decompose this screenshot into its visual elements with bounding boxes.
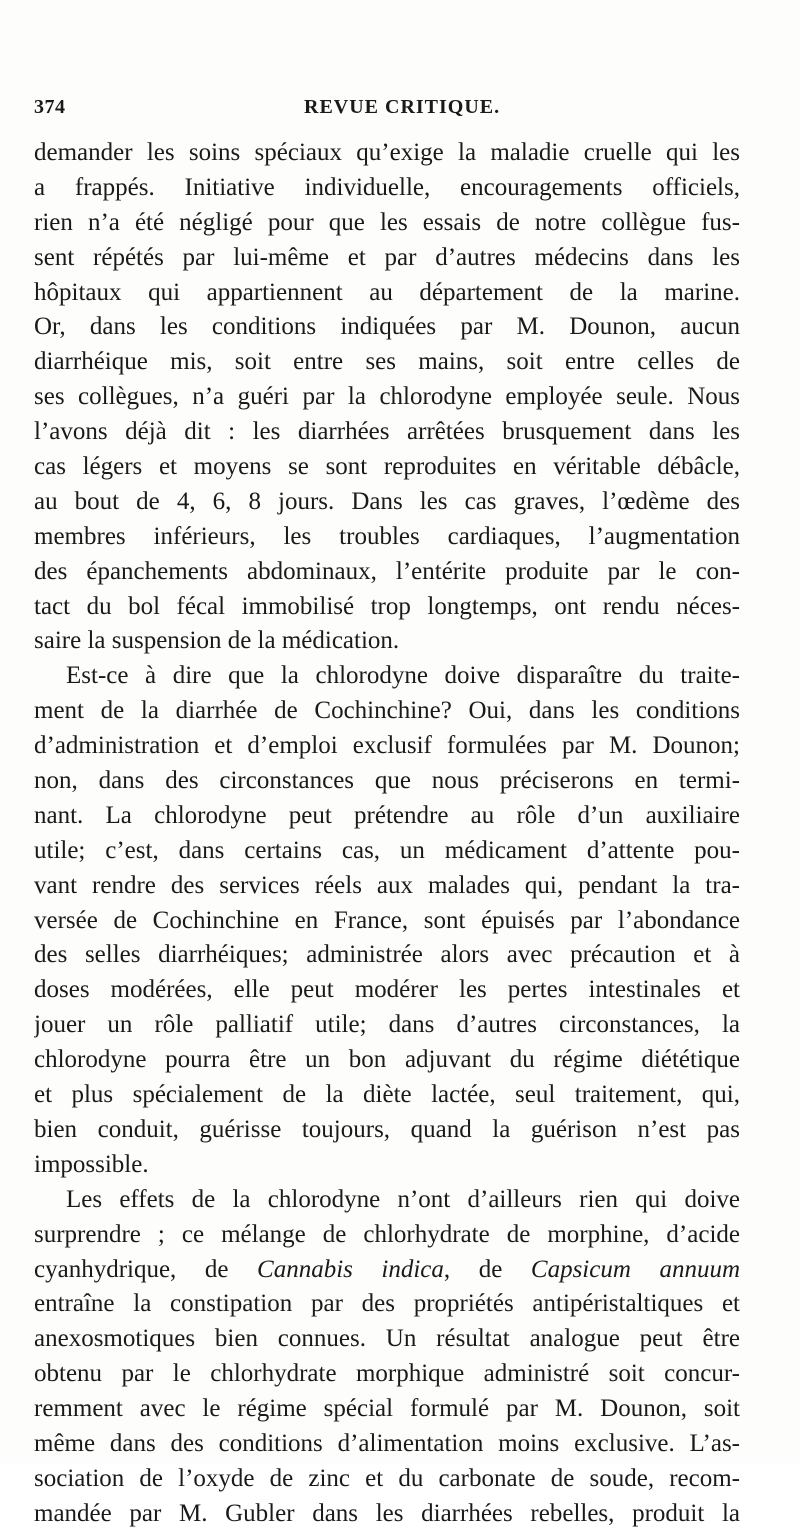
text-line: d’administration et d’emploi exclusif formulées par M. Dounon; (34, 732, 740, 760)
text-line: versée de Cochinchine en France, sont épuisés par l’abondance (34, 906, 740, 934)
text-line: vant rendre des services réels aux malades qui, pendant la tra- (34, 871, 740, 899)
text-line: l’avons déjà dit : les diarrhées arrêtées brusquement dans les (34, 418, 740, 446)
text-line: sociation de l’oxyde de zinc et du carbonate de soude, recom- (34, 1464, 740, 1492)
text-line: même dans des conditions d’alimentation moins exclusive. L’as- (34, 1429, 740, 1457)
paragraph-end-line: impossible. (34, 1150, 149, 1178)
text-line: et plus spécialement de la diète lactée, seul traitement, qui, (34, 1081, 740, 1109)
text-line: ses collègues, n’a guéri par la chlorodyne employée seule. Nous (34, 383, 740, 411)
text-line: doses modérées, elle peut modérer les pertes intestinales et (34, 976, 740, 1004)
page-number: 374 (34, 96, 66, 118)
text-line: au bout de 4, 6, 8 jours. Dans les cas graves, l’œdème des (34, 487, 740, 515)
text-line: tact du bol fécal immobilisé trop longtemps, ont rendu néces- (34, 592, 740, 620)
latin-term: Capsicum annuum (530, 1255, 740, 1283)
text-line: anexosmotiques bien connues. Un résultat analogue peut être (34, 1325, 740, 1353)
text-line: hôpitaux qui appartiennent au département de la marine. (34, 278, 740, 306)
text-line: non, dans des circonstances que nous préciserons en termi- (34, 767, 740, 795)
text-line: sent répétés par lui-même et par d’autres médecins dans les (34, 243, 740, 271)
text-line: Or, dans les conditions indiquées par M. Dounon, aucun (34, 313, 740, 341)
text-line: entraîne la constipation par des propriétés antipéristaltiques et (34, 1290, 740, 1318)
latin-term: Cannabis indica (257, 1255, 444, 1283)
running-title: REVUE CRITIQUE. (304, 96, 501, 118)
text-line-italic: cyanhydrique, de Cannabis indica, de Capsicum annuum (34, 1255, 740, 1283)
text-line: jouer un rôle palliatif utile; dans d’autres circonstances, la (34, 1011, 740, 1039)
text-line: demander les soins spéciaux qu’exige la maladie cruelle qui les (34, 139, 740, 166)
text-line: chlorodyne pourra être un bon adjuvant du régime diététique (34, 1046, 740, 1074)
text-line: cas légers et moyens se sont reproduites en véritable débâcle, (34, 453, 740, 481)
text-line: nant. La chlorodyne peut prétendre au rôle d’un auxiliaire (34, 801, 740, 829)
paragraph-start-line: Est-ce à dire que la chlorodyne doive disparaître du traite- (66, 662, 740, 690)
text-line: surprendre ; ce mélange de chlorhydrate de morphine, d’acide (34, 1220, 740, 1248)
text-line: mandée par M. Gubler dans les diarrhées rebelles, produit la (34, 1499, 740, 1527)
text-line: des épanchements abdominaux, l’entérite produite par le con- (34, 557, 740, 585)
text-line: remment avec le régime spécial formulé par M. Dounon, soit (34, 1395, 740, 1423)
text-line: obtenu par le chlorhydrate morphique administré soit concur- (34, 1360, 740, 1388)
text-line: utile; c’est, dans certains cas, un médicament d’attente pou- (34, 836, 740, 864)
text-line: rien n’a été négligé pour que les essais de notre collègue fus- (34, 208, 740, 236)
text-line: bien conduit, guérisse toujours, quand la guérison n’est pas (34, 1115, 740, 1143)
text-line: membres inférieurs, les troubles cardiaques, l’augmentation (34, 522, 740, 550)
body-text (34, 136, 740, 1532)
text-line: ment de la diarrhée de Cochinchine? Oui, dans les conditions (34, 697, 740, 725)
text-line: diarrhéique mis, soit entre ses mains, soit entre celles de (34, 348, 740, 376)
text-line: a frappés. Initiative individuelle, encouragements officiels, (34, 173, 740, 201)
running-head (34, 96, 740, 126)
paragraph-start-line: Les effets de la chlorodyne n’ont d’ailleurs rien qui doive (66, 1185, 740, 1213)
paragraph-end-line: saire la suspension de la médication. (34, 627, 400, 655)
text-line: des selles diarrhéiques; administrée alors avec précaution et à (34, 941, 740, 969)
